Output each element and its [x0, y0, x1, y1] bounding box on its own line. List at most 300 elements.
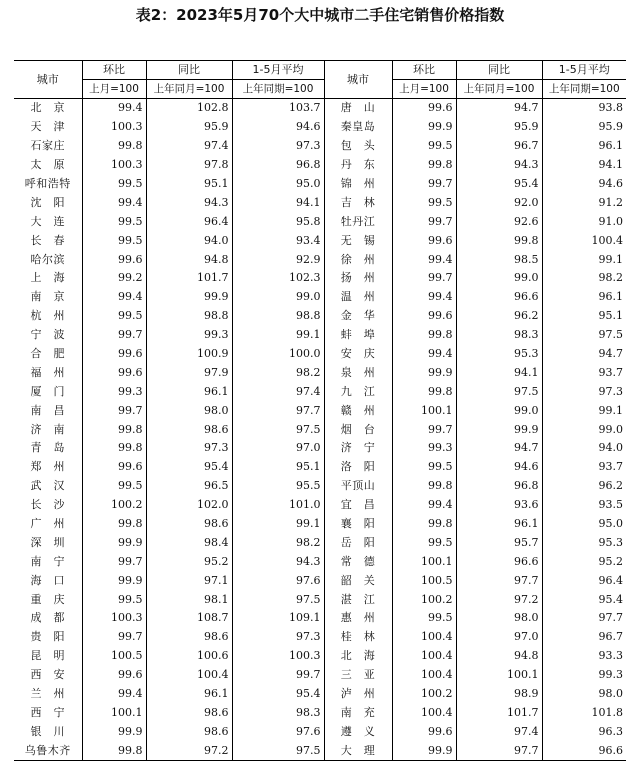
mom-value: 100.4	[392, 704, 456, 723]
mom-value: 99.4	[392, 345, 456, 364]
city-name: 厦 门	[30, 384, 65, 398]
yoy-value: 97.1	[146, 571, 232, 590]
city-name: 宜 昌	[340, 498, 376, 512]
city-name: 北 海	[340, 649, 376, 663]
mom-value: 99.9	[392, 741, 456, 760]
city-name: 桂 林	[340, 630, 376, 644]
city-name: 泸 州	[340, 687, 376, 701]
table-row	[14, 477, 626, 496]
yoy-value: 100.1	[456, 666, 542, 685]
mom-value: 99.8	[82, 420, 146, 439]
city-name: 遵 义	[340, 724, 376, 738]
yoy-value: 98.4	[146, 533, 232, 552]
city-header-left: 城市	[14, 61, 82, 99]
mom-value: 99.7	[392, 269, 456, 288]
yoy-value: 92.0	[456, 193, 542, 212]
mom-value: 99.6	[392, 231, 456, 250]
mom-value: 100.4	[392, 647, 456, 666]
avg-value: 98.2	[232, 363, 324, 382]
mom-value: 99.7	[82, 552, 146, 571]
city-name: 武 汉	[30, 479, 65, 493]
mom-value: 99.8	[82, 137, 146, 156]
avg-value: 91.0	[542, 212, 626, 231]
table-row	[14, 458, 626, 477]
avg-value: 99.3	[542, 666, 626, 685]
city-name: 襄 阳	[340, 517, 376, 531]
city-name: 韶 关	[340, 573, 376, 587]
yoy-value: 101.7	[146, 269, 232, 288]
avg-value: 97.5	[232, 741, 324, 760]
yoy-value: 98.0	[146, 401, 232, 420]
avg-value: 97.3	[542, 382, 626, 401]
city-name: 太 原	[30, 158, 65, 172]
mom-value: 99.5	[82, 231, 146, 250]
avg-value: 94.0	[542, 439, 626, 458]
yoy-value: 96.1	[146, 685, 232, 704]
yoy-base-left: 上年同月=100	[146, 80, 232, 99]
yoy-header-left: 同比	[146, 61, 232, 80]
mom-value: 99.9	[82, 533, 146, 552]
city-name: 青 岛	[30, 441, 65, 455]
mom-base-left: 上月=100	[82, 80, 146, 99]
mom-value: 99.8	[392, 382, 456, 401]
mom-value: 99.5	[392, 533, 456, 552]
yoy-value: 99.9	[456, 420, 542, 439]
avg-base-right: 上年同期=100	[542, 80, 626, 99]
city-name: 福 州	[30, 365, 65, 379]
mom-value: 100.3	[82, 118, 146, 137]
yoy-value: 94.0	[146, 231, 232, 250]
yoy-value: 99.0	[456, 269, 542, 288]
avg-value: 94.6	[232, 118, 324, 137]
mom-value: 99.5	[82, 590, 146, 609]
city-name: 常 德	[340, 554, 376, 568]
mom-value: 100.2	[82, 496, 146, 515]
avg-value: 93.8	[542, 99, 626, 118]
table-row	[14, 741, 626, 760]
yoy-value: 99.3	[146, 326, 232, 345]
city-name: 海 口	[30, 573, 65, 587]
city-name: 三 亚	[340, 668, 376, 682]
table-row	[14, 401, 626, 420]
table-row	[14, 326, 626, 345]
mom-value: 99.5	[82, 307, 146, 326]
city-header-right: 城市	[324, 61, 392, 99]
avg-base-left: 上年同期=100	[232, 80, 324, 99]
yoy-value: 100.4	[146, 666, 232, 685]
mom-value: 99.8	[392, 477, 456, 496]
mom-value: 100.3	[82, 609, 146, 628]
yoy-value: 94.8	[456, 647, 542, 666]
mom-value: 99.8	[82, 439, 146, 458]
city-name: 秦皇岛	[340, 120, 376, 134]
avg-value: 97.6	[232, 571, 324, 590]
mom-value: 99.5	[392, 137, 456, 156]
table-row	[14, 515, 626, 534]
mom-value: 99.8	[392, 156, 456, 175]
avg-value: 94.7	[542, 345, 626, 364]
mom-value: 99.3	[392, 439, 456, 458]
city-name: 天 津	[30, 120, 65, 134]
mom-value: 99.9	[392, 118, 456, 137]
yoy-value: 94.7	[456, 99, 542, 118]
table-row	[14, 704, 626, 723]
city-name: 大 连	[30, 214, 65, 228]
avg-value: 101.8	[542, 704, 626, 723]
avg-value: 96.3	[542, 722, 626, 741]
mom-value: 99.4	[82, 193, 146, 212]
yoy-value: 95.9	[146, 118, 232, 137]
table-row	[14, 212, 626, 231]
yoy-value: 96.6	[456, 288, 542, 307]
city-name: 赣 州	[340, 403, 376, 417]
yoy-value: 100.9	[146, 345, 232, 364]
city-name: 贵 阳	[30, 630, 65, 644]
yoy-value: 96.8	[456, 477, 542, 496]
avg-value: 93.5	[542, 496, 626, 515]
table-row	[14, 590, 626, 609]
yoy-value: 98.9	[456, 685, 542, 704]
yoy-value: 94.6	[456, 458, 542, 477]
avg-value: 96.1	[542, 137, 626, 156]
yoy-value: 98.6	[146, 515, 232, 534]
city-name: 泉 州	[340, 365, 376, 379]
yoy-value: 98.8	[146, 307, 232, 326]
mom-value: 99.5	[392, 458, 456, 477]
table-row	[14, 382, 626, 401]
mom-value: 99.6	[82, 345, 146, 364]
table-row	[14, 439, 626, 458]
avg-value: 97.4	[232, 382, 324, 401]
mom-value: 99.7	[392, 175, 456, 194]
yoy-value: 100.6	[146, 647, 232, 666]
yoy-value: 99.9	[146, 288, 232, 307]
yoy-value: 95.7	[456, 533, 542, 552]
city-name: 济 南	[30, 422, 65, 436]
avg-value: 97.5	[232, 590, 324, 609]
city-name: 长 春	[30, 233, 65, 247]
yoy-value: 94.3	[146, 193, 232, 212]
mom-value: 99.4	[82, 685, 146, 704]
yoy-value: 98.6	[146, 420, 232, 439]
avg-value: 109.1	[232, 609, 324, 628]
table-row	[14, 345, 626, 364]
yoy-value: 97.9	[146, 363, 232, 382]
mom-value: 99.3	[82, 382, 146, 401]
mom-value: 99.9	[82, 722, 146, 741]
avg-value: 99.1	[232, 326, 324, 345]
city-name: 牡丹江	[340, 214, 376, 228]
avg-value: 99.0	[542, 420, 626, 439]
city-name: 锦 州	[340, 177, 376, 190]
yoy-value: 97.2	[456, 590, 542, 609]
yoy-value: 94.3	[456, 156, 542, 175]
avg-value: 97.7	[542, 609, 626, 628]
mom-value: 99.8	[392, 515, 456, 534]
mom-value: 99.7	[392, 420, 456, 439]
mom-value: 99.5	[392, 193, 456, 212]
table-row	[14, 647, 626, 666]
city-name: 深 圳	[30, 535, 65, 549]
table-row	[14, 118, 626, 137]
yoy-value: 97.3	[146, 439, 232, 458]
table-row	[14, 666, 626, 685]
city-name: 石家庄	[30, 139, 65, 153]
table-row	[14, 685, 626, 704]
mom-value: 100.1	[82, 704, 146, 723]
mom-header-left: 环比	[82, 61, 146, 80]
mom-value: 99.5	[82, 175, 146, 194]
yoy-value: 97.7	[456, 571, 542, 590]
yoy-base-right: 上年同月=100	[456, 80, 542, 99]
table-row	[14, 363, 626, 382]
table-title: 表2：2023年5月70个大中城市二手住宅销售价格指数	[135, 6, 505, 24]
avg-value: 95.1	[232, 458, 324, 477]
yoy-value: 97.4	[146, 137, 232, 156]
yoy-value: 94.8	[146, 250, 232, 269]
city-name: 昆 明	[30, 649, 65, 663]
avg-value: 95.3	[542, 533, 626, 552]
yoy-value: 98.6	[146, 628, 232, 647]
table-row	[14, 137, 626, 156]
avg-value: 96.7	[542, 628, 626, 647]
yoy-value: 96.1	[456, 515, 542, 534]
avg-value: 95.8	[232, 212, 324, 231]
city-name: 银 川	[30, 724, 65, 738]
avg-value: 100.4	[542, 231, 626, 250]
avg-value: 96.1	[542, 288, 626, 307]
yoy-value: 97.7	[456, 741, 542, 760]
mom-value: 100.1	[392, 401, 456, 420]
city-name: 大 理	[324, 741, 392, 760]
yoy-value: 96.2	[456, 307, 542, 326]
avg-value: 93.7	[542, 458, 626, 477]
mom-value: 99.8	[392, 326, 456, 345]
avg-value: 102.3	[232, 269, 324, 288]
mom-value: 99.6	[82, 458, 146, 477]
city-name: 包 头	[340, 139, 376, 153]
table-row	[14, 250, 626, 269]
avg-value: 91.2	[542, 193, 626, 212]
avg-value: 94.1	[232, 193, 324, 212]
yoy-value: 97.4	[456, 722, 542, 741]
city-name: 丹 东	[340, 158, 376, 172]
city-name: 上 海	[30, 271, 65, 285]
mom-value: 99.2	[82, 269, 146, 288]
avg-header-left: 1-5月平均	[232, 61, 324, 80]
avg-value: 97.7	[232, 401, 324, 420]
mom-value: 99.7	[82, 628, 146, 647]
city-name: 合 肥	[30, 347, 65, 361]
avg-value: 96.8	[232, 156, 324, 175]
avg-value: 100.3	[232, 647, 324, 666]
mom-value: 99.7	[392, 212, 456, 231]
city-name: 平顶山	[340, 479, 376, 493]
table-row	[14, 552, 626, 571]
city-name: 湛 江	[340, 592, 376, 606]
avg-value: 95.4	[232, 685, 324, 704]
avg-value: 95.5	[232, 477, 324, 496]
avg-value: 95.9	[542, 118, 626, 137]
mom-value: 99.8	[82, 515, 146, 534]
mom-header-right: 环比	[392, 61, 456, 80]
city-name: 无 锡	[340, 233, 376, 247]
mom-value: 100.5	[82, 647, 146, 666]
avg-value: 98.3	[232, 704, 324, 723]
city-name: 扬 州	[340, 271, 376, 285]
table-row	[14, 175, 626, 194]
avg-value: 94.3	[232, 552, 324, 571]
yoy-value: 94.1	[456, 363, 542, 382]
mom-value: 99.8	[82, 741, 146, 760]
avg-value: 97.5	[232, 420, 324, 439]
yoy-value: 92.6	[456, 212, 542, 231]
avg-value: 99.0	[232, 288, 324, 307]
avg-header-right: 1-5月平均	[542, 61, 626, 80]
avg-value: 98.8	[232, 307, 324, 326]
avg-value: 101.0	[232, 496, 324, 515]
yoy-value: 96.7	[456, 137, 542, 156]
mom-value: 99.6	[82, 363, 146, 382]
avg-value: 94.6	[542, 175, 626, 194]
city-name: 蚌 埠	[340, 328, 376, 342]
city-name: 岳 阳	[340, 535, 376, 549]
yoy-value: 97.5	[456, 382, 542, 401]
city-name: 哈尔滨	[30, 252, 65, 266]
price-index-table	[14, 60, 626, 761]
city-name: 乌鲁木齐	[14, 741, 82, 760]
avg-value: 95.1	[542, 307, 626, 326]
city-name: 西 安	[30, 668, 65, 682]
table-row	[14, 571, 626, 590]
city-name: 济 宁	[340, 441, 376, 455]
yoy-value: 97.8	[146, 156, 232, 175]
table-row	[14, 496, 626, 515]
mom-value: 99.4	[82, 288, 146, 307]
mom-value: 99.6	[82, 666, 146, 685]
mom-value: 99.5	[82, 212, 146, 231]
yoy-value: 98.6	[146, 722, 232, 741]
city-name: 北 京	[30, 101, 65, 115]
avg-value: 93.7	[542, 363, 626, 382]
avg-value: 98.2	[542, 269, 626, 288]
mom-value: 99.6	[392, 99, 456, 118]
yoy-value: 95.1	[146, 175, 232, 194]
avg-value: 97.3	[232, 137, 324, 156]
city-name: 洛 阳	[340, 460, 376, 474]
yoy-value: 101.7	[456, 704, 542, 723]
mom-value: 100.4	[392, 628, 456, 647]
yoy-value: 97.2	[146, 741, 232, 760]
yoy-value: 99.8	[456, 231, 542, 250]
mom-base-right: 上月=100	[392, 80, 456, 99]
mom-value: 100.2	[392, 590, 456, 609]
table-row	[14, 156, 626, 175]
mom-value: 100.3	[82, 156, 146, 175]
table-row	[14, 420, 626, 439]
city-name: 兰 州	[30, 687, 65, 701]
avg-value: 92.9	[232, 250, 324, 269]
city-name: 南 宁	[30, 554, 65, 568]
yoy-value: 102.0	[146, 496, 232, 515]
city-name: 郑 州	[30, 460, 65, 474]
yoy-value: 96.1	[146, 382, 232, 401]
avg-value: 103.7	[232, 99, 324, 118]
mom-value: 99.9	[82, 571, 146, 590]
yoy-header-right: 同比	[456, 61, 542, 80]
avg-value: 97.0	[232, 439, 324, 458]
yoy-value: 95.4	[146, 458, 232, 477]
yoy-value: 95.2	[146, 552, 232, 571]
table-row	[14, 193, 626, 212]
city-name: 吉 林	[340, 195, 376, 209]
city-name: 西 宁	[30, 705, 65, 719]
city-name: 杭 州	[30, 309, 65, 323]
avg-value: 97.3	[232, 628, 324, 647]
table-row	[14, 269, 626, 288]
yoy-value: 98.1	[146, 590, 232, 609]
avg-value: 96.6	[542, 741, 626, 760]
mom-value: 100.5	[392, 571, 456, 590]
city-name: 南 京	[30, 290, 65, 304]
avg-value: 99.1	[542, 250, 626, 269]
yoy-value: 99.0	[456, 401, 542, 420]
city-name: 唐 山	[340, 101, 376, 115]
table-row	[14, 99, 626, 118]
city-name: 九 江	[340, 384, 376, 398]
mom-value: 99.9	[392, 363, 456, 382]
city-name: 烟 台	[340, 422, 376, 436]
yoy-value: 96.4	[146, 212, 232, 231]
avg-value: 95.4	[542, 590, 626, 609]
yoy-value: 102.8	[146, 99, 232, 118]
city-name: 南 昌	[30, 403, 65, 417]
yoy-value: 94.7	[456, 439, 542, 458]
yoy-value: 98.6	[146, 704, 232, 723]
avg-value: 99.1	[542, 401, 626, 420]
table-row	[14, 231, 626, 250]
yoy-value: 108.7	[146, 609, 232, 628]
city-name: 呼和浩特	[24, 177, 71, 190]
avg-value: 99.1	[232, 515, 324, 534]
mom-value: 99.4	[82, 99, 146, 118]
yoy-value: 98.3	[456, 326, 542, 345]
table-row	[14, 722, 626, 741]
city-name: 长 沙	[30, 498, 65, 512]
mom-value: 99.6	[392, 307, 456, 326]
city-name: 成 都	[30, 611, 65, 625]
yoy-value: 96.5	[146, 477, 232, 496]
city-name: 温 州	[340, 290, 376, 304]
mom-value: 99.6	[392, 722, 456, 741]
avg-value: 97.5	[542, 326, 626, 345]
avg-value: 95.2	[542, 552, 626, 571]
table-row	[14, 288, 626, 307]
mom-value: 99.4	[392, 250, 456, 269]
yoy-value: 95.4	[456, 175, 542, 194]
city-name: 宁 波	[30, 328, 65, 342]
city-name: 南 充	[340, 705, 376, 719]
table-row	[14, 628, 626, 647]
avg-value: 100.0	[232, 345, 324, 364]
avg-value: 96.4	[542, 571, 626, 590]
avg-value: 96.2	[542, 477, 626, 496]
yoy-value: 98.0	[456, 609, 542, 628]
yoy-value: 93.6	[456, 496, 542, 515]
mom-value: 99.6	[82, 250, 146, 269]
mom-value: 99.7	[82, 326, 146, 345]
avg-value: 93.3	[542, 647, 626, 666]
